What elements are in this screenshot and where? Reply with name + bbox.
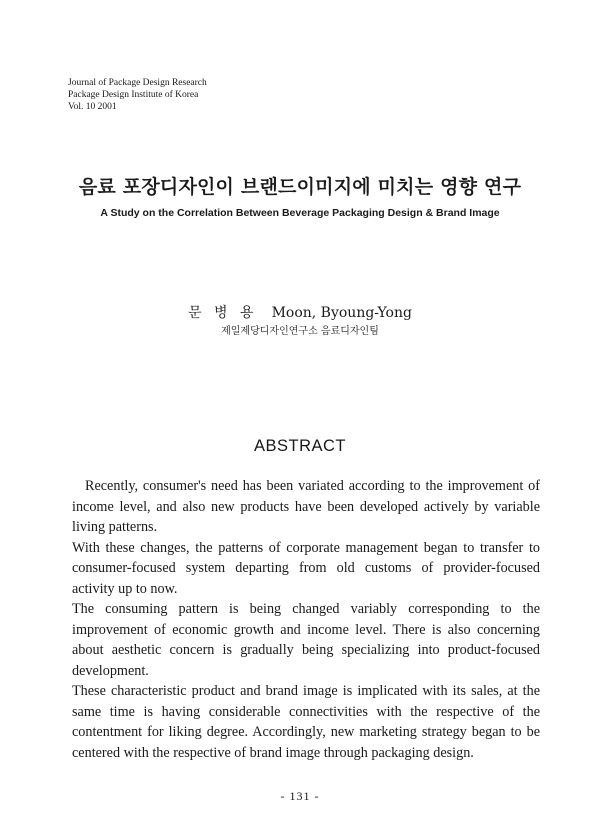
abstract-paragraph: With these changes, the patterns of corporate management began to transfer to consumer-focused system departing from old customs of provider-focused activity up to now. (72, 539, 540, 597)
abstract-body (72, 476, 540, 763)
journal-info (68, 77, 207, 113)
abstract-paragraph: These characteristic product and brand image is implicated with its sales, at the same time is having considerable connectivities with the respective of the contentment for liking degree. Accordingly, new marketing strategy began to be centered with the respective of brand image through packaging design. (72, 683, 540, 761)
journal-name: Journal of Package Design Research (68, 78, 207, 88)
abstract-paragraph: The consuming pattern is being changed variably corresponding to the improvement of economic growth and income level. There is also concerning about aesthetic concern is gradually being specializing into product-focused development. (72, 601, 540, 679)
author-name-english: Moon, Byoung-Yong (271, 305, 412, 321)
author-affiliation: 제일제당디자인연구소 음료디자인팀 (221, 326, 379, 337)
journal-publisher: Package Design Institute of Korea (68, 90, 199, 100)
author-name-korean: 문 병 용 (188, 305, 258, 321)
author-line (0, 302, 600, 322)
abstract-paragraph: Recently, consumer's need has been variated according to the improvement of income level, and also new products have been developed actively by variable living patterns. (72, 478, 540, 535)
abstract-heading: ABSTRACT (253, 437, 346, 455)
paper-title-korean: 음료 포장디자인이 브랜드이미지에 미치는 영향 연구 (78, 176, 522, 198)
page-number: - 131 - (280, 789, 320, 803)
paper-title-english: A Study on the Correlation Between Beverage Packaging Design & Brand Image (100, 207, 500, 219)
journal-volume: Vol. 10 2001 (68, 102, 117, 112)
